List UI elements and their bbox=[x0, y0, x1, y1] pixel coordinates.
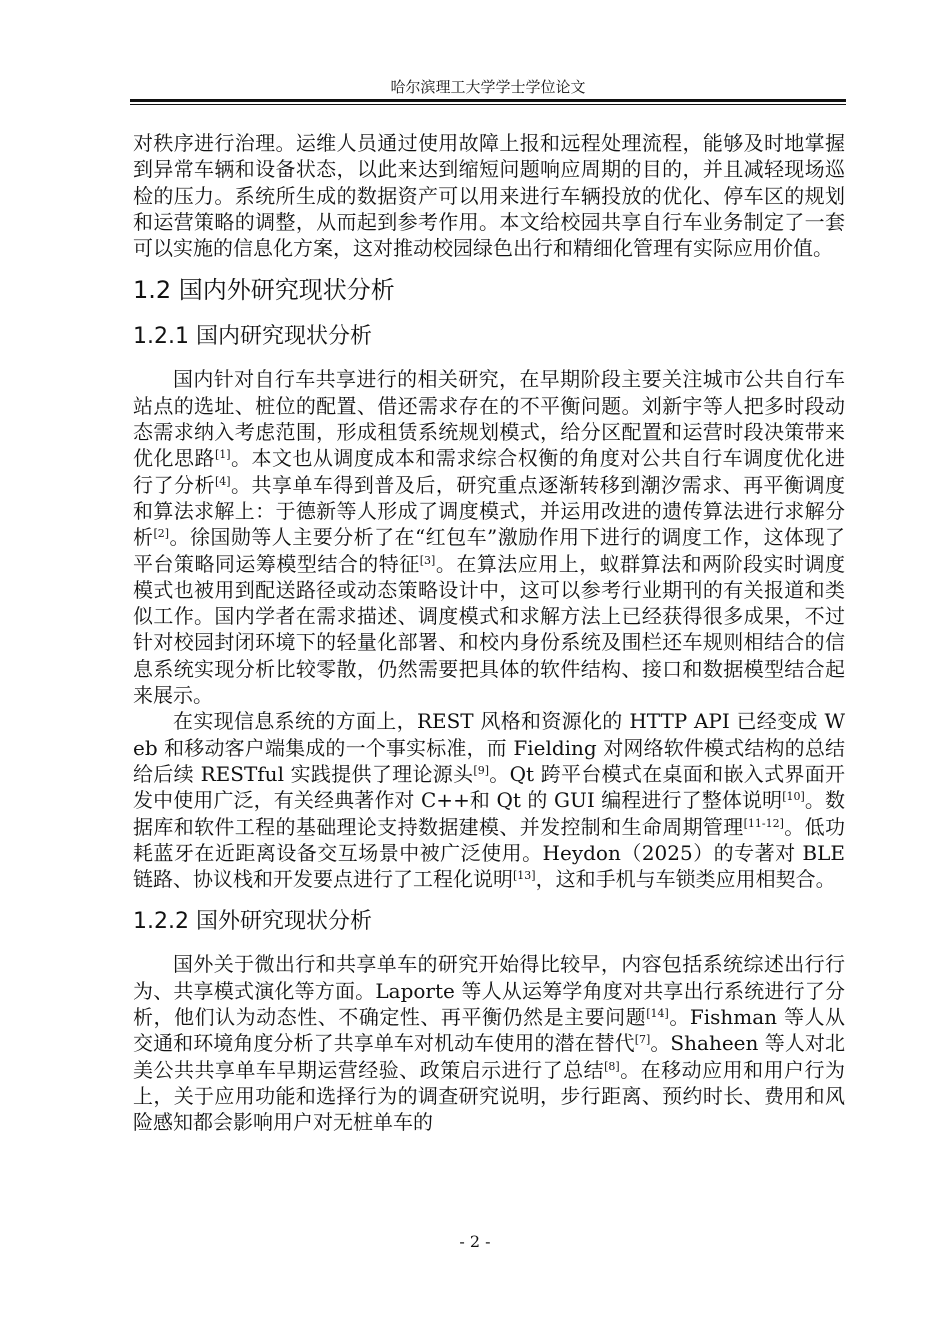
header-rule-thin bbox=[130, 104, 846, 105]
text-run: 在实现信息系统的方面上，REST 风格和资源化的 HTTP API 已经变成 Web 和移动客户端集成的一个事实标准，而 Fielding 对网络软件模式结构的总结给后续 RESTful 实践提供了理论源头 bbox=[133, 709, 845, 786]
text-run: 。Fishman 等人从交通和环境角度分析了共享单车对机动车使用的潜在替代 bbox=[133, 1005, 846, 1056]
text-run: 。徐国勋等人主要分析了在“红包车”激励作用下进行的调度工作，这体现了平台策略同运筹模型结合的特征 bbox=[133, 525, 846, 576]
paragraph-continued: 对秩序进行治理。运维人员通过使用故障上报和远程处理流程，能够及时地掌握到异常车辆和设备状态，以此来达到缩短问题响应周期的目的，并且减轻现场巡检的压力。系统所生成的数据资产可以用来进行车辆投放的优化、停车区的规划和运营策略的调整，从而起到参考作用。本文给校园共享自行车业务制定了一套可以实施的信息化方案，这对推动校园绿色出行和精细化管理有实际应用价值。 bbox=[133, 131, 845, 261]
text-run: 。本文也从调度成本和需求综合权衡的角度对公共自行车调度优化进行了分析 bbox=[133, 446, 846, 497]
paragraph-domestic-research bbox=[133, 366, 845, 708]
text-run: ，这和手机与车锁类应用相契合。 bbox=[535, 867, 836, 892]
text-run: 。在算法应用上，蚁群算法和两阶段实时调度模式也被用到配送路径或动态策略设计中，这可以参考行业期刊的有关报道和类似工作。国内学者在需求描述、调度模式和求解方法上已经获得很多成果，不过针对校园封闭环境下的轻量化部署、和校内身份系统及围栏还车规则相结合的信息系统实现分析比较零散，仍然需要把具体的软件结构、接口和数据模型结合起来展示。 bbox=[133, 551, 846, 708]
citation-ref: [1] bbox=[214, 448, 231, 462]
page-body bbox=[133, 130, 845, 1136]
section-heading-1-2: 1.2 国内外研究现状分析 bbox=[133, 276, 395, 305]
text-run: 。共享单车得到普及后，研究重点逐渐转移到潮汐需求、再平衡调度和算法求解上：于德新等人形成了调度模式，并运用改进的遗传算法进行求解分析 bbox=[133, 472, 846, 550]
citation-ref: [14] bbox=[646, 1007, 669, 1021]
text-run: 国外关于微出行和共享单车的研究开始得比较早，内容包括系统综述出行行为、共享模式演化等方面。Laporte 等人从运筹学角度对共享出行系统进行了分析，他们认为动态性、不确定性、再平衡仍然是主要问题 bbox=[133, 952, 845, 1030]
text-run: 。数据库和软件工程的基础理论支持数据建模、并发控制和生命周期管理 bbox=[133, 788, 846, 839]
page-number: - 2 - bbox=[459, 1232, 491, 1251]
citation-ref: [7] bbox=[634, 1033, 651, 1047]
subsection-heading-1-2-2: 1.2.2 国外研究现状分析 bbox=[133, 909, 372, 935]
citation-ref: [8] bbox=[604, 1059, 620, 1073]
text-run: 。在移动应用和用户行为上，关于应用功能和选择行为的调查研究说明，步行距离、预约时长、费用和风险感知都会影响用户对无桩单车的 bbox=[133, 1057, 846, 1135]
subsection-heading-1-2-1: 1.2.1 国内研究现状分析 bbox=[133, 324, 372, 350]
paragraph-system-implementation bbox=[133, 708, 845, 892]
citation-ref: [10] bbox=[782, 790, 805, 804]
header-rule-thick bbox=[130, 99, 846, 102]
paragraph-foreign-research bbox=[133, 951, 845, 1135]
citation-ref: [4] bbox=[214, 474, 231, 488]
text-run: 。Qt 跨平台模式在桌面和嵌入式界面开发中使用广泛，有关经典著作对 C++和 Qt 的 GUI 编程进行了整体说明 bbox=[133, 761, 846, 813]
citation-ref: [3] bbox=[419, 553, 436, 567]
running-header: 哈尔滨理工大学学士学位论文 bbox=[390, 78, 586, 96]
citation-ref: [13] bbox=[513, 869, 536, 883]
citation-ref: [11-12] bbox=[743, 816, 784, 830]
text-run: 国内针对自行车共享进行的相关研究，在早期阶段主要关注城市公共自行车站点的选址、桩位的配置、借还需求存在的不平衡问题。刘新宇等人把多时段动态需求纳入考虑范围，形成租赁系统规划模式，给分区配置和运营时段决策带来优化思路 bbox=[133, 367, 845, 471]
text-run: 。Shaheen 等人对北美公共共享单车早期运营经验、政策启示进行了总结 bbox=[133, 1031, 846, 1082]
text-run: 。低功耗蓝牙在近距离设备交互场景中被广泛使用。Heydon（2025）的专著对 BLE 链路、协议栈和开发要点进行了工程化说明 bbox=[133, 814, 846, 892]
citation-ref: [9] bbox=[473, 763, 489, 777]
citation-ref: [2] bbox=[153, 527, 170, 541]
